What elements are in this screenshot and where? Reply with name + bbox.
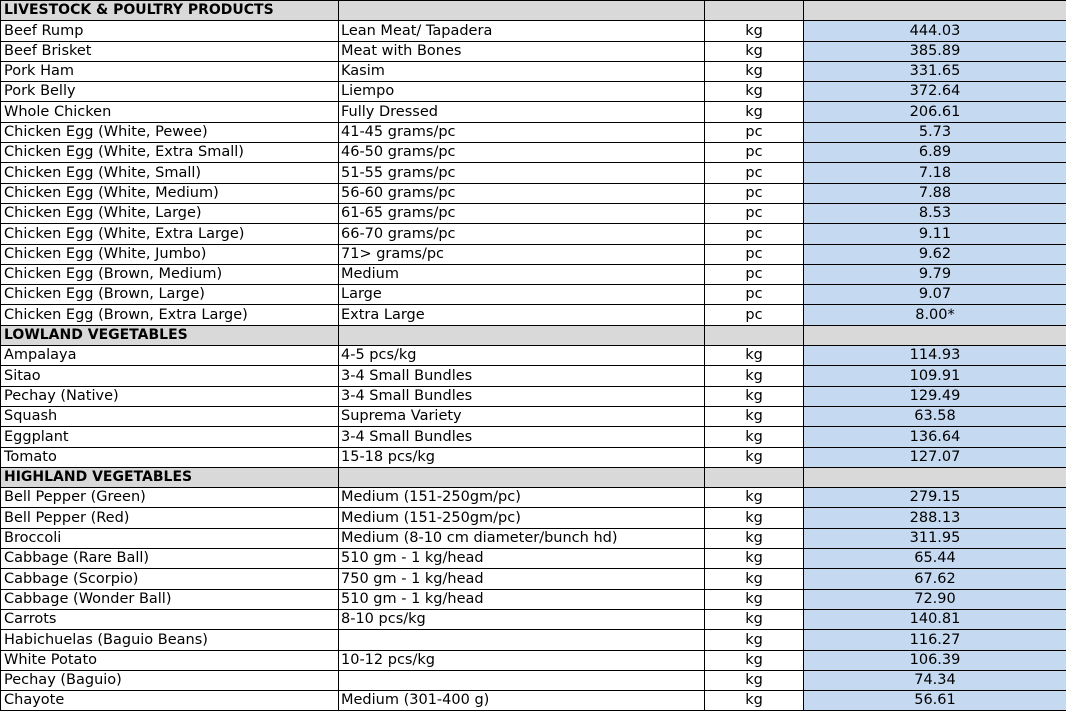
item-name-cell[interactable]: Pork Ham bbox=[1, 61, 339, 81]
section-header-empty-cell[interactable] bbox=[804, 467, 1066, 487]
price-cell[interactable]: 67.62 bbox=[804, 569, 1066, 589]
item-name-cell[interactable]: Pork Belly bbox=[1, 82, 339, 102]
item-name-cell[interactable]: Pechay (Native) bbox=[1, 386, 339, 406]
table-row bbox=[1, 569, 1066, 589]
item-name-cell[interactable]: Beef Brisket bbox=[1, 41, 339, 61]
unit-cell[interactable]: kg bbox=[705, 447, 804, 467]
item-name-cell[interactable]: Sitao bbox=[1, 366, 339, 386]
specification-cell[interactable]: 750 gm - 1 kg/head bbox=[339, 569, 705, 589]
price-cell[interactable]: 9.79 bbox=[804, 264, 1066, 284]
unit-cell[interactable]: pc bbox=[705, 224, 804, 244]
specification-cell[interactable]: 66-70 grams/pc bbox=[339, 224, 705, 244]
item-name-cell[interactable]: Broccoli bbox=[1, 528, 339, 548]
price-cell[interactable]: 7.18 bbox=[804, 163, 1066, 183]
table-row bbox=[1, 670, 1066, 690]
table-row bbox=[1, 366, 1066, 386]
specification-cell[interactable]: Medium (151-250gm/pc) bbox=[339, 488, 705, 508]
table-row bbox=[1, 386, 1066, 406]
item-name-cell[interactable]: White Potato bbox=[1, 650, 339, 670]
price-cell[interactable]: 129.49 bbox=[804, 386, 1066, 406]
unit-cell[interactable]: pc bbox=[705, 203, 804, 223]
table-row bbox=[1, 102, 1066, 122]
specification-cell[interactable]: Medium (301-400 g) bbox=[339, 691, 705, 711]
item-name-cell[interactable]: Cabbage (Scorpio) bbox=[1, 569, 339, 589]
table-row bbox=[1, 203, 1066, 223]
item-name-cell[interactable]: Chicken Egg (Brown, Medium) bbox=[1, 264, 339, 284]
item-name-cell[interactable]: Whole Chicken bbox=[1, 102, 339, 122]
section-header-empty-cell[interactable] bbox=[339, 1, 705, 21]
table-row bbox=[1, 549, 1066, 569]
specification-cell[interactable]: 71> grams/pc bbox=[339, 244, 705, 264]
unit-cell[interactable]: kg bbox=[705, 427, 804, 447]
unit-cell[interactable]: kg bbox=[705, 650, 804, 670]
item-name-cell[interactable]: Cabbage (Wonder Ball) bbox=[1, 589, 339, 609]
unit-cell[interactable]: kg bbox=[705, 82, 804, 102]
item-name-cell[interactable]: Chicken Egg (White, Jumbo) bbox=[1, 244, 339, 264]
specification-cell[interactable]: 510 gm - 1 kg/head bbox=[339, 589, 705, 609]
item-name-cell[interactable]: Chicken Egg (White, Medium) bbox=[1, 183, 339, 203]
price-cell[interactable]: 114.93 bbox=[804, 346, 1066, 366]
specification-cell[interactable]: Liempo bbox=[339, 82, 705, 102]
specification-cell[interactable]: 3-4 Small Bundles bbox=[339, 386, 705, 406]
price-cell[interactable]: 106.39 bbox=[804, 650, 1066, 670]
item-name-cell[interactable]: Eggplant bbox=[1, 427, 339, 447]
specification-cell[interactable]: Suprema Variety bbox=[339, 406, 705, 426]
price-cell[interactable]: 5.73 bbox=[804, 122, 1066, 142]
specification-cell[interactable]: 4-5 pcs/kg bbox=[339, 346, 705, 366]
price-cell[interactable]: 63.58 bbox=[804, 406, 1066, 426]
unit-cell[interactable]: kg bbox=[705, 386, 804, 406]
item-name-cell[interactable]: Beef Rump bbox=[1, 21, 339, 41]
table-row bbox=[1, 21, 1066, 41]
table-row bbox=[1, 427, 1066, 447]
specification-cell[interactable] bbox=[339, 630, 705, 650]
unit-cell[interactable]: pc bbox=[705, 264, 804, 284]
table-row bbox=[1, 650, 1066, 670]
price-cell[interactable]: 206.61 bbox=[804, 102, 1066, 122]
unit-cell[interactable]: kg bbox=[705, 346, 804, 366]
specification-cell[interactable]: 3-4 Small Bundles bbox=[339, 366, 705, 386]
item-name-cell[interactable]: Bell Pepper (Green) bbox=[1, 488, 339, 508]
price-cell[interactable]: 9.62 bbox=[804, 244, 1066, 264]
unit-cell[interactable]: kg bbox=[705, 609, 804, 629]
price-cell[interactable]: 74.34 bbox=[804, 670, 1066, 690]
table-row bbox=[1, 163, 1066, 183]
table-row bbox=[1, 609, 1066, 629]
unit-cell[interactable]: pc bbox=[705, 183, 804, 203]
section-title-cell[interactable]: LOWLAND VEGETABLES bbox=[1, 325, 339, 345]
item-name-cell[interactable]: Chicken Egg (White, Extra Small) bbox=[1, 143, 339, 163]
specification-cell[interactable] bbox=[339, 670, 705, 690]
table-row bbox=[1, 264, 1066, 284]
unit-cell[interactable]: pc bbox=[705, 244, 804, 264]
price-table-body bbox=[1, 1, 1066, 711]
unit-cell[interactable]: kg bbox=[705, 691, 804, 711]
section-header-row bbox=[1, 467, 1066, 487]
price-cell[interactable]: 127.07 bbox=[804, 447, 1066, 467]
price-cell[interactable]: 385.89 bbox=[804, 41, 1066, 61]
price-cell[interactable]: 72.90 bbox=[804, 589, 1066, 609]
price-cell[interactable]: 116.27 bbox=[804, 630, 1066, 650]
unit-cell[interactable]: pc bbox=[705, 305, 804, 325]
specification-cell[interactable]: 41-45 grams/pc bbox=[339, 122, 705, 142]
price-cell[interactable]: 109.91 bbox=[804, 366, 1066, 386]
unit-cell[interactable]: kg bbox=[705, 366, 804, 386]
unit-cell[interactable]: kg bbox=[705, 41, 804, 61]
specification-cell[interactable]: Lean Meat/ Tapadera bbox=[339, 21, 705, 41]
unit-cell[interactable]: kg bbox=[705, 569, 804, 589]
price-cell[interactable]: 8.53 bbox=[804, 203, 1066, 223]
unit-cell[interactable]: kg bbox=[705, 528, 804, 548]
table-row bbox=[1, 691, 1066, 711]
price-cell[interactable]: 136.64 bbox=[804, 427, 1066, 447]
section-title-cell[interactable]: HIGHLAND VEGETABLES bbox=[1, 467, 339, 487]
price-cell[interactable]: 140.81 bbox=[804, 609, 1066, 629]
price-cell[interactable]: 311.95 bbox=[804, 528, 1066, 548]
unit-cell[interactable]: pc bbox=[705, 163, 804, 183]
item-name-cell[interactable]: Chayote bbox=[1, 691, 339, 711]
specification-cell[interactable]: Extra Large bbox=[339, 305, 705, 325]
item-name-cell[interactable]: Ampalaya bbox=[1, 346, 339, 366]
price-cell[interactable]: 65.44 bbox=[804, 549, 1066, 569]
price-cell[interactable]: 288.13 bbox=[804, 508, 1066, 528]
unit-cell[interactable]: kg bbox=[705, 670, 804, 690]
specification-cell[interactable]: 10-12 pcs/kg bbox=[339, 650, 705, 670]
unit-cell[interactable]: kg bbox=[705, 549, 804, 569]
section-header-empty-cell[interactable] bbox=[339, 467, 705, 487]
price-cell[interactable]: 8.00* bbox=[804, 305, 1066, 325]
table-row bbox=[1, 406, 1066, 426]
price-cell[interactable]: 6.89 bbox=[804, 143, 1066, 163]
specification-cell[interactable]: Meat with Bones bbox=[339, 41, 705, 61]
specification-cell[interactable]: Medium (8-10 cm diameter/bunch hd) bbox=[339, 528, 705, 548]
item-name-cell[interactable]: Habichuelas (Baguio Beans) bbox=[1, 630, 339, 650]
table-row bbox=[1, 143, 1066, 163]
section-header-empty-cell[interactable] bbox=[705, 467, 804, 487]
unit-cell[interactable]: kg bbox=[705, 630, 804, 650]
price-cell[interactable]: 444.03 bbox=[804, 21, 1066, 41]
item-name-cell[interactable]: Squash bbox=[1, 406, 339, 426]
price-cell[interactable]: 9.07 bbox=[804, 285, 1066, 305]
item-name-cell[interactable]: Tomato bbox=[1, 447, 339, 467]
specification-cell[interactable]: 510 gm - 1 kg/head bbox=[339, 549, 705, 569]
section-header-row bbox=[1, 1, 1066, 21]
specification-cell[interactable]: Kasim bbox=[339, 61, 705, 81]
section-header-empty-cell[interactable] bbox=[705, 1, 804, 21]
specification-cell[interactable]: 8-10 pcs/kg bbox=[339, 609, 705, 629]
price-cell[interactable]: 56.61 bbox=[804, 691, 1066, 711]
item-name-cell[interactable]: Chicken Egg (White, Large) bbox=[1, 203, 339, 223]
table-row bbox=[1, 508, 1066, 528]
table-row bbox=[1, 285, 1066, 305]
item-name-cell[interactable]: Chicken Egg (Brown, Large) bbox=[1, 285, 339, 305]
unit-cell[interactable]: kg bbox=[705, 508, 804, 528]
item-name-cell[interactable]: Bell Pepper (Red) bbox=[1, 508, 339, 528]
unit-cell[interactable]: pc bbox=[705, 143, 804, 163]
unit-cell[interactable]: kg bbox=[705, 406, 804, 426]
section-title-cell[interactable]: LIVESTOCK & POULTRY PRODUCTS bbox=[1, 1, 339, 21]
table-row bbox=[1, 346, 1066, 366]
table-row bbox=[1, 224, 1066, 244]
item-name-cell[interactable]: Chicken Egg (White, Small) bbox=[1, 163, 339, 183]
price-cell[interactable]: 372.64 bbox=[804, 82, 1066, 102]
price-cell[interactable]: 279.15 bbox=[804, 488, 1066, 508]
unit-cell[interactable]: kg bbox=[705, 589, 804, 609]
specification-cell[interactable]: Medium bbox=[339, 264, 705, 284]
price-cell[interactable]: 331.65 bbox=[804, 61, 1066, 81]
specification-cell[interactable]: Fully Dressed bbox=[339, 102, 705, 122]
specification-cell[interactable]: 61-65 grams/pc bbox=[339, 203, 705, 223]
unit-cell[interactable]: kg bbox=[705, 61, 804, 81]
table-row bbox=[1, 244, 1066, 264]
item-name-cell[interactable]: Pechay (Baguio) bbox=[1, 670, 339, 690]
item-name-cell[interactable]: Chicken Egg (White, Pewee) bbox=[1, 122, 339, 142]
section-header-empty-cell[interactable] bbox=[804, 1, 1066, 21]
specification-cell[interactable]: 51-55 grams/pc bbox=[339, 163, 705, 183]
unit-cell[interactable]: kg bbox=[705, 102, 804, 122]
table-row bbox=[1, 41, 1066, 61]
table-row bbox=[1, 183, 1066, 203]
specification-cell[interactable]: 46-50 grams/pc bbox=[339, 143, 705, 163]
table-row bbox=[1, 305, 1066, 325]
specification-cell[interactable]: 3-4 Small Bundles bbox=[339, 427, 705, 447]
section-header-empty-cell[interactable] bbox=[705, 325, 804, 345]
specification-cell[interactable]: Large bbox=[339, 285, 705, 305]
table-row bbox=[1, 630, 1066, 650]
specification-cell[interactable]: 56-60 grams/pc bbox=[339, 183, 705, 203]
item-name-cell[interactable]: Chicken Egg (White, Extra Large) bbox=[1, 224, 339, 244]
item-name-cell[interactable]: Carrots bbox=[1, 609, 339, 629]
specification-cell[interactable]: 15-18 pcs/kg bbox=[339, 447, 705, 467]
table-row bbox=[1, 122, 1066, 142]
price-cell[interactable]: 9.11 bbox=[804, 224, 1066, 244]
unit-cell[interactable]: kg bbox=[705, 21, 804, 41]
table-row bbox=[1, 488, 1066, 508]
section-header-empty-cell[interactable] bbox=[804, 325, 1066, 345]
unit-cell[interactable]: kg bbox=[705, 488, 804, 508]
section-header-row bbox=[1, 325, 1066, 345]
unit-cell[interactable]: pc bbox=[705, 285, 804, 305]
table-row bbox=[1, 528, 1066, 548]
specification-cell[interactable]: Medium (151-250gm/pc) bbox=[339, 508, 705, 528]
table-row bbox=[1, 61, 1066, 81]
item-name-cell[interactable]: Cabbage (Rare Ball) bbox=[1, 549, 339, 569]
table-row bbox=[1, 447, 1066, 467]
unit-cell[interactable]: pc bbox=[705, 122, 804, 142]
section-header-empty-cell[interactable] bbox=[339, 325, 705, 345]
table-row bbox=[1, 589, 1066, 609]
item-name-cell[interactable]: Chicken Egg (Brown, Extra Large) bbox=[1, 305, 339, 325]
price-cell[interactable]: 7.88 bbox=[804, 183, 1066, 203]
table-row bbox=[1, 82, 1066, 102]
